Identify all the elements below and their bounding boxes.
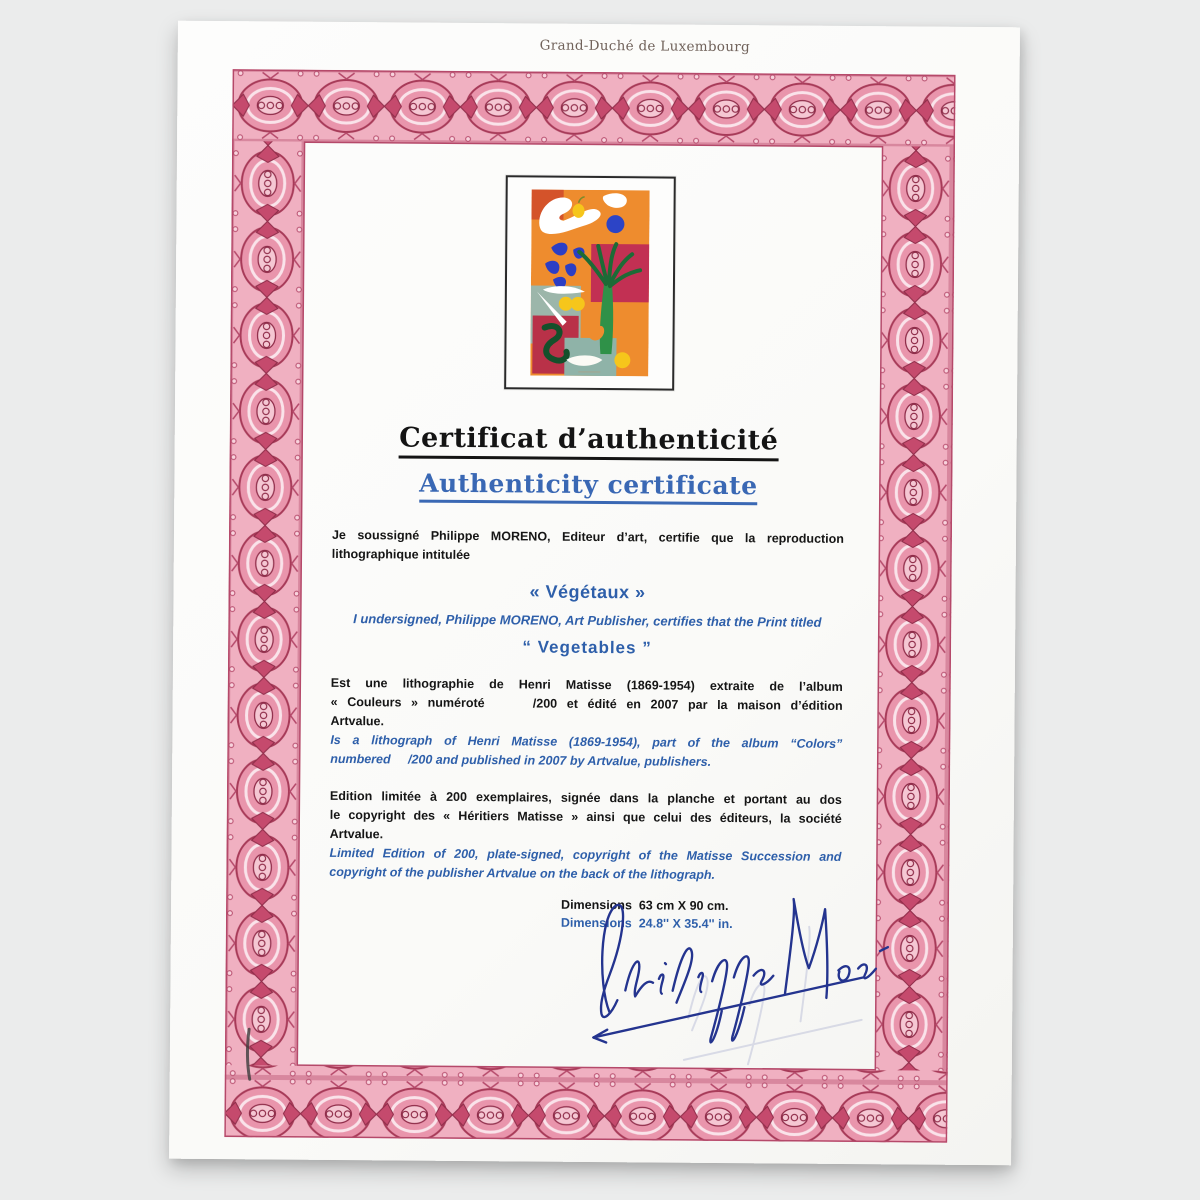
paragraph-line: le copyright des « Héritiers Matisse » ainsi que celui des éditeurs, la société (329, 807, 842, 826)
dimensions-metric: Dimensions 63 cm X 90 cm. (561, 897, 729, 914)
paragraph-line: Artvalue. (330, 713, 385, 729)
edition-paragraph-french (330, 674, 842, 735)
signature-philippe-moreno (550, 860, 897, 1078)
artwork-title-french: « Végétaux » (529, 581, 646, 603)
paragraph-line: « Couleurs » numéroté /200 et édité en 2007 par la maison d’édition (330, 694, 843, 713)
dimensions-imperial: Dimensions 24.8'' X 35.4'' in. (560, 915, 733, 932)
paragraph-line: Artvalue. (329, 826, 384, 842)
certificate-title-english: Authenticity certificate (332, 468, 844, 506)
artwork-title-english: “ Vegetables ” (522, 637, 652, 658)
paragraph-line: Edition limitée à 200 exemplaires, signée dans la planche et portant au dos (329, 788, 842, 807)
artwork-thumbnail-vegetables (530, 189, 649, 376)
paragraph-line: Est une lithographie de Henri Matisse (1869-1954) extraite de l’album (330, 675, 843, 694)
paragraph-line: Limited Edition of 200, plate-signed, copyright of the Matisse Succession and (329, 845, 842, 864)
region-label: Grand-Duché de Luxembourg (539, 37, 751, 56)
paragraph-line: Is a lithograph of Henri Matisse (1869-1954), part of the album “Colors” (330, 732, 843, 751)
paragraph-line: numbered /200 and published in 2007 by Artvalue, publishers. (330, 751, 712, 769)
pen-mark (242, 1025, 256, 1083)
certificate-content (329, 148, 847, 934)
paragraph-line: lithographique intitulée (331, 546, 471, 563)
limited-edition-paragraph-french (330, 787, 842, 848)
certificate-paper (169, 21, 1020, 1166)
edition-paragraph-english (330, 731, 842, 773)
certificate-title-french: Certificat d’authenticité (333, 422, 845, 462)
artwork-frame (504, 175, 676, 390)
intro-paragraph-french (332, 526, 844, 568)
paragraph-line: Je soussigné Philippe MORENO, Editeur d’art, certifie que la reproduction (331, 527, 845, 546)
intro-paragraph-english: I undersigned, Philippe MORENO, Art Publisher, certifies that the Print titled (353, 611, 822, 630)
paragraph-line: copyright of the publisher Artvalue on the back of the lithograph. (329, 864, 716, 882)
